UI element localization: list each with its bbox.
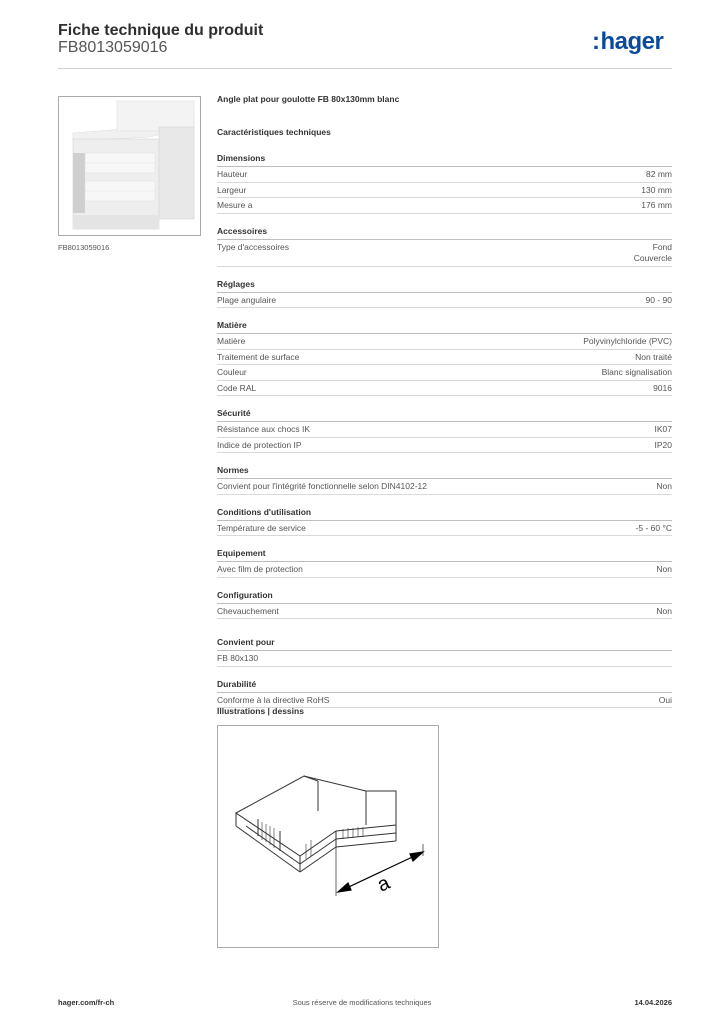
spec-value-line: Non bbox=[656, 481, 672, 491]
product-photo bbox=[58, 96, 201, 236]
spec-value-line: Couvercle bbox=[633, 253, 672, 263]
product-code: FB8013059016 bbox=[58, 39, 168, 56]
spec-row bbox=[217, 167, 672, 183]
spec-value bbox=[659, 695, 672, 707]
spec-value bbox=[655, 440, 673, 452]
section-title: Configuration bbox=[217, 590, 672, 604]
spec-row bbox=[217, 651, 672, 667]
spec-value-line: 9016 bbox=[653, 382, 672, 393]
spec-row bbox=[217, 365, 672, 381]
section-title: Sécurité bbox=[217, 408, 672, 422]
photo-caption: FB8013059016 bbox=[58, 243, 110, 252]
product-name: Angle plat pour goulotte FB 80x130mm blanc bbox=[217, 94, 400, 104]
spec-section bbox=[217, 465, 672, 495]
spec-row bbox=[217, 334, 672, 350]
spec-label: Température de service bbox=[217, 522, 306, 533]
characteristics-heading: Caractéristiques techniques bbox=[217, 127, 331, 137]
spec-value bbox=[641, 200, 672, 212]
spec-sections bbox=[217, 153, 672, 708]
spec-section bbox=[217, 590, 672, 620]
spec-section bbox=[217, 679, 672, 709]
spec-value-line: Non bbox=[656, 605, 672, 616]
spec-label: Largeur bbox=[217, 184, 247, 195]
footer-notice: Sous réserve de modifications techniques bbox=[292, 998, 432, 1007]
spec-value bbox=[634, 242, 672, 265]
spec-row bbox=[217, 350, 672, 366]
spec-section bbox=[217, 507, 672, 537]
spec-row bbox=[217, 422, 672, 438]
spec-label: Conforme à la directive RoHS bbox=[217, 694, 330, 705]
spec-value-line: Non traité bbox=[635, 351, 672, 362]
spec-value-line: Blanc signalisation bbox=[601, 367, 672, 377]
spec-value bbox=[656, 564, 672, 576]
section-title: Matière bbox=[217, 320, 672, 334]
spec-value bbox=[646, 169, 672, 181]
dimension-label-a: a bbox=[373, 871, 394, 897]
spec-value bbox=[655, 424, 673, 436]
spec-value bbox=[635, 352, 672, 364]
spec-row bbox=[217, 562, 672, 578]
spec-section bbox=[217, 279, 672, 309]
spec-value-line: Polyvinylchloride (PVC) bbox=[583, 336, 672, 346]
logo-text: hager bbox=[600, 28, 664, 55]
spec-row bbox=[217, 293, 672, 309]
spec-value bbox=[653, 383, 672, 395]
spec-value-line: IK07 bbox=[654, 424, 672, 434]
header-divider bbox=[58, 68, 672, 69]
spec-row bbox=[217, 479, 672, 495]
spec-label: Hauteur bbox=[217, 169, 248, 179]
spec-section bbox=[217, 637, 672, 667]
spec-label: Couleur bbox=[217, 367, 247, 377]
page-title: Fiche technique du produit bbox=[58, 22, 264, 39]
illustrations-heading: Illustrations | dessins bbox=[217, 706, 304, 716]
spec-value-line: IP20 bbox=[654, 439, 672, 450]
spec-value bbox=[636, 523, 672, 535]
footer-website: hager.com/fr-ch bbox=[58, 998, 115, 1007]
spec-value bbox=[583, 336, 672, 348]
spec-label: Plage angulaire bbox=[217, 294, 277, 305]
spec-value-line: 82 mm bbox=[646, 169, 672, 179]
spec-label: Chevauchement bbox=[217, 605, 279, 616]
spec-value bbox=[656, 606, 672, 618]
spec-label: Matière bbox=[217, 336, 246, 346]
logo-colon-icon: : bbox=[592, 28, 600, 55]
section-title: Durabilité bbox=[217, 679, 672, 693]
dimension-drawing bbox=[217, 725, 439, 948]
product-photo-image bbox=[59, 97, 200, 235]
spec-label: FB 80x130 bbox=[217, 653, 259, 663]
spec-label: Traitement de surface bbox=[217, 351, 300, 362]
spec-label: Avec film de protection bbox=[217, 564, 303, 574]
spec-row bbox=[217, 438, 672, 454]
spec-section bbox=[217, 320, 672, 396]
footer-date: 14.04.2026 bbox=[634, 998, 672, 1007]
spec-value-line: Oui bbox=[658, 694, 672, 705]
spec-label: Code RAL bbox=[217, 382, 257, 393]
spec-value bbox=[602, 367, 672, 379]
spec-section bbox=[217, 548, 672, 578]
spec-label: Convient pour l'intégrité fonctionnelle selon DIN4102-12 bbox=[217, 481, 428, 491]
section-title: Dimensions bbox=[217, 153, 672, 167]
section-title: Normes bbox=[217, 465, 672, 479]
spec-section bbox=[217, 153, 672, 214]
section-title: Conditions d'utilisation bbox=[217, 507, 672, 521]
spec-row bbox=[217, 381, 672, 397]
spec-row bbox=[217, 198, 672, 214]
spec-section bbox=[217, 226, 672, 267]
spec-row bbox=[217, 240, 672, 267]
spec-value-line: -5 - 60 °C bbox=[635, 522, 672, 533]
spec-row bbox=[217, 604, 672, 620]
hager-logo bbox=[592, 28, 663, 56]
spec-value bbox=[646, 295, 672, 307]
section-title: Convient pour bbox=[217, 637, 672, 651]
spec-label: Indice de protection IP bbox=[217, 439, 302, 450]
spec-label: Type d'accessoires bbox=[217, 241, 290, 252]
section-title: Accessoires bbox=[217, 226, 672, 240]
spec-label: Mesure a bbox=[217, 200, 253, 210]
spec-value bbox=[656, 481, 672, 493]
spec-row bbox=[217, 183, 672, 199]
spec-value-line: 130 mm bbox=[641, 184, 672, 195]
spec-value-line: Non bbox=[656, 564, 672, 574]
spec-value-line: Fond bbox=[652, 241, 672, 252]
section-title: Equipement bbox=[217, 548, 672, 562]
spec-label: Résistance aux chocs IK bbox=[217, 424, 311, 434]
spec-row bbox=[217, 521, 672, 537]
spec-value bbox=[641, 185, 672, 197]
spec-value-line: 176 mm bbox=[641, 200, 672, 210]
section-title: Réglages bbox=[217, 279, 672, 293]
spec-value-line: 90 - 90 bbox=[645, 294, 672, 305]
spec-section bbox=[217, 408, 672, 453]
flat-angle-drawing bbox=[218, 726, 438, 947]
technical-specs bbox=[217, 94, 672, 708]
